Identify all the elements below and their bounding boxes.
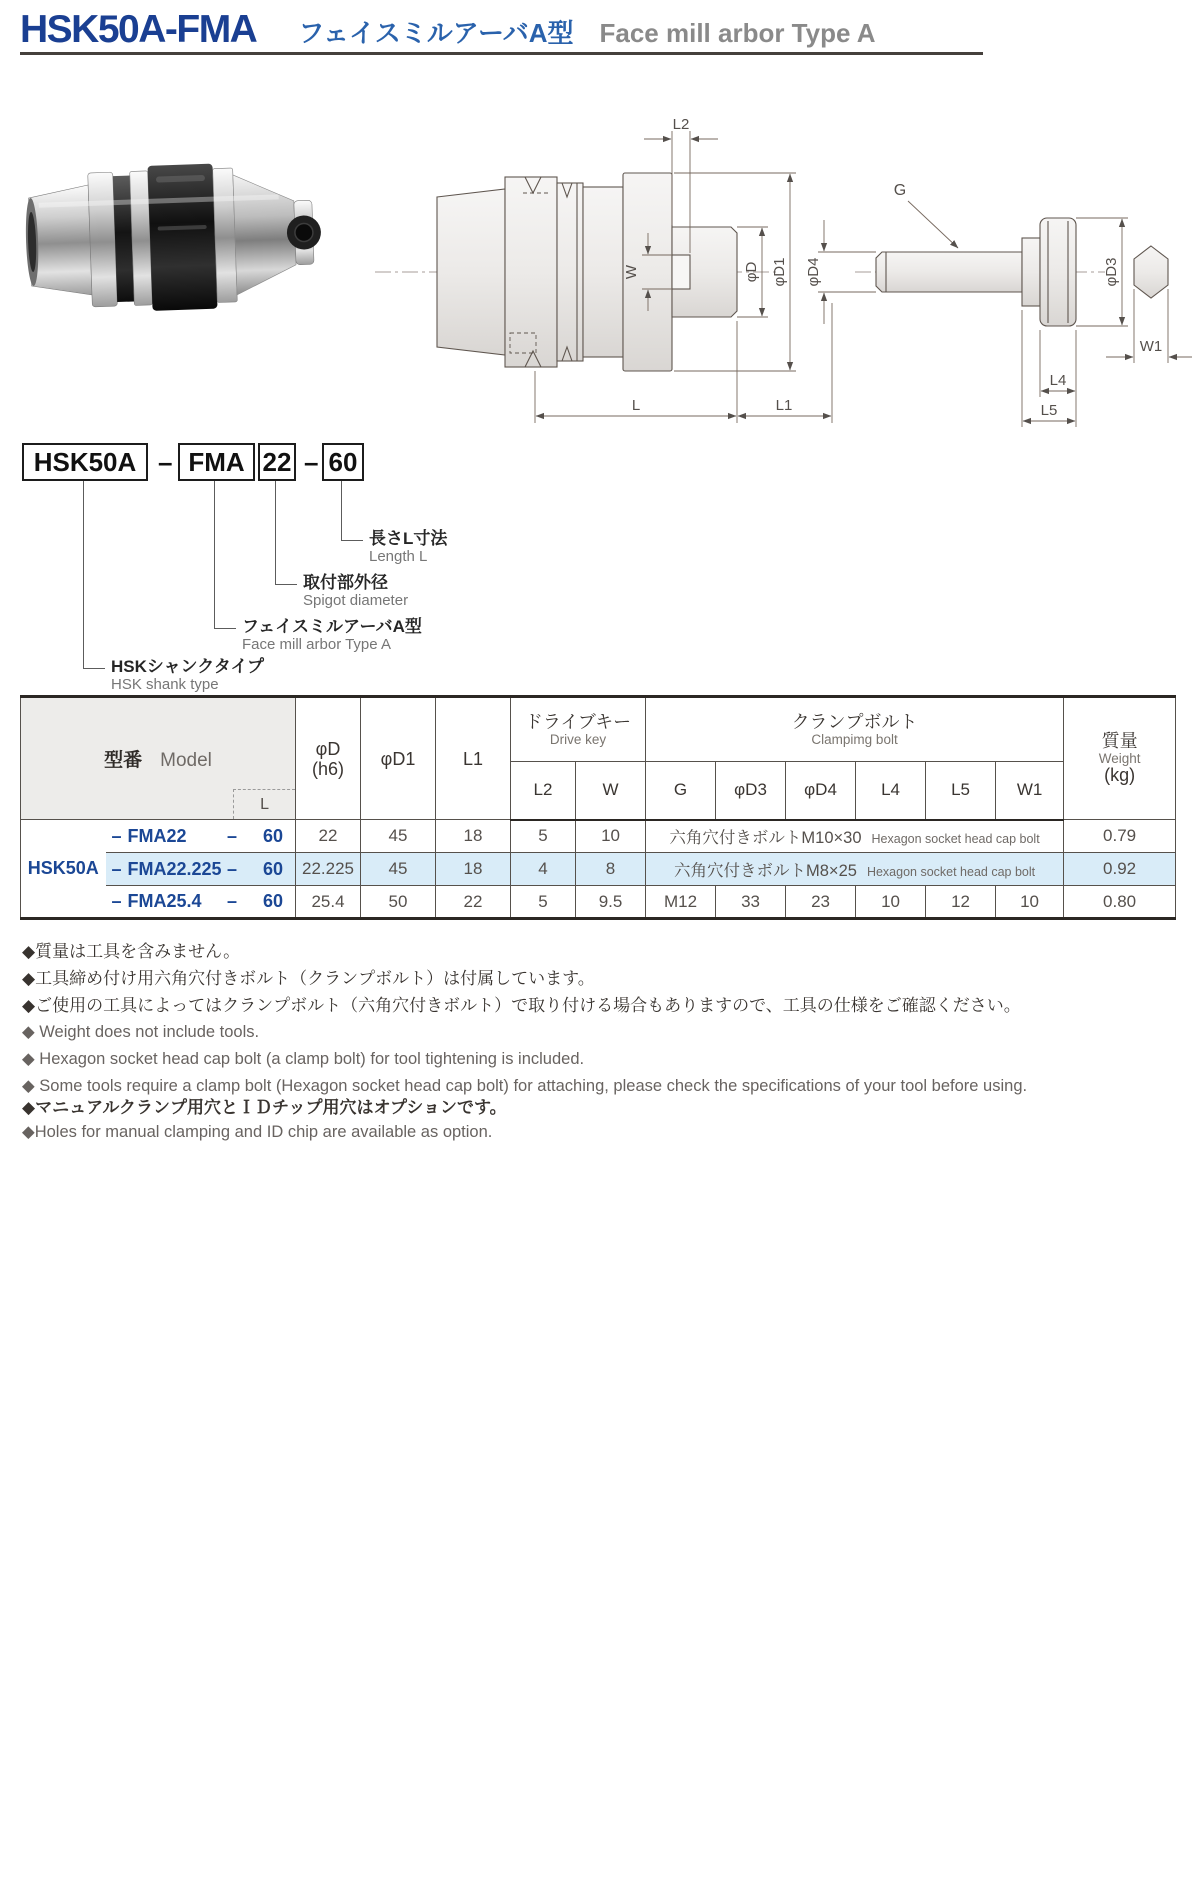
bolt-dimensions xyxy=(818,201,1192,427)
bolt-body xyxy=(876,218,1168,326)
note-option-ja: ◆マニュアルクランプ用穴とＩＤチップ用穴はオプションです。 xyxy=(22,1098,507,1117)
cell-phid4: 23 xyxy=(786,886,856,919)
cell-l1: 18 xyxy=(436,820,511,853)
dim-label-w: W xyxy=(623,264,640,280)
cell-phid: 22 xyxy=(296,820,361,853)
spec-table-wrapper xyxy=(20,695,1176,920)
cell-l2: 5 xyxy=(511,886,576,919)
cell-l1: 18 xyxy=(436,853,511,886)
model-cell: – FMA25.4 – 60 xyxy=(106,886,296,919)
dim-label-phid: φD xyxy=(743,261,760,283)
col-header-weight: 質量 Weight (kg) xyxy=(1064,697,1176,820)
product-photo xyxy=(20,140,330,335)
dim-label-l5: L5 xyxy=(1040,402,1058,419)
col-header-l5: L5 xyxy=(926,762,996,820)
table-row xyxy=(21,886,1176,919)
cell-phid: 25.4 xyxy=(296,886,361,919)
callout-line-length xyxy=(341,481,363,541)
cell-w1: 10 xyxy=(996,886,1064,919)
cell-w: 8 xyxy=(576,853,646,886)
cell-weight: 0.92 xyxy=(1064,853,1176,886)
header-divider xyxy=(20,52,983,55)
code-box-type: FMA xyxy=(178,443,255,481)
col-header-model: 型番 Model L xyxy=(21,697,296,820)
dim-label-phid3: φD3 xyxy=(1103,257,1120,287)
cell-l1: 22 xyxy=(436,886,511,919)
callout-line-shank xyxy=(83,481,105,669)
col-header-g: G xyxy=(646,762,716,820)
page-header xyxy=(20,8,1180,52)
arbor-body xyxy=(437,173,737,371)
col-header-phid4: φD4 xyxy=(786,762,856,820)
code-dash-1: – xyxy=(158,446,173,477)
cell-l4: 10 xyxy=(856,886,926,919)
col-header-w: W xyxy=(576,762,646,820)
spec-table xyxy=(20,695,1176,920)
cell-l5: 12 xyxy=(926,886,996,919)
model-cell: – FMA22.225 – 60 xyxy=(106,853,296,886)
dim-label-phid1: φD1 xyxy=(771,257,788,287)
footnotes xyxy=(22,938,1182,1100)
dim-label-l4: L4 xyxy=(1049,372,1067,389)
note-option-en: ◆Holes for manual clamping and ID chip are available as option. xyxy=(22,1123,493,1141)
callout-label-type: フェイスミルアーバA型 Face mill arbor Type A xyxy=(242,617,422,653)
col-header-l2: L2 xyxy=(511,762,576,820)
product-title-english: Face mill arbor Type A xyxy=(599,18,876,48)
code-dash-2: – xyxy=(304,446,319,477)
code-box-spigot: 22 xyxy=(258,443,296,481)
cell-phid1: 45 xyxy=(361,820,436,853)
dim-label-l1: L1 xyxy=(775,397,793,414)
col-header-l4: L4 xyxy=(856,762,926,820)
product-title-japanese: フェイスミルアーバA型 xyxy=(298,18,574,48)
callout-line-type xyxy=(214,481,236,629)
cell-phid1: 50 xyxy=(361,886,436,919)
model-length-marker: L xyxy=(233,789,295,819)
code-box-shank: HSK50A xyxy=(22,443,148,481)
col-header-phid3: φD3 xyxy=(716,762,786,820)
dim-label-l: L xyxy=(631,397,641,414)
col-header-phid: φD (h6) xyxy=(296,697,361,820)
table-row xyxy=(21,820,1176,853)
footnotes-options xyxy=(22,1096,1182,1144)
model-number-breakdown xyxy=(20,443,1170,693)
tool-holder-image xyxy=(24,160,324,315)
cell-phid1: 45 xyxy=(361,853,436,886)
note-ja: ◆ご使用の工具によってはクランプボルト（六角穴付きボルト）で取り付ける場合もありますので、工具の仕様をご確認ください。 xyxy=(22,996,1021,1015)
clamp-bolt-drawing xyxy=(760,85,1194,430)
cell-bolt-spec: 六角穴付きボルトM8×25 Hexagon socket head cap bolt xyxy=(646,853,1064,886)
col-header-l1: L1 xyxy=(436,697,511,820)
cell-weight: 0.80 xyxy=(1064,886,1176,919)
note-en: ◆ Some tools require a clamp bolt (Hexagon socket head cap bolt) for attaching, please check the specifications of your tool before using. xyxy=(22,1077,1028,1095)
cell-phid: 22.225 xyxy=(296,853,361,886)
callout-label-shank: HSKシャンクタイプ HSK shank type xyxy=(111,657,265,693)
dim-label-w1: W1 xyxy=(1139,338,1163,355)
col-header-w1: W1 xyxy=(996,762,1064,820)
product-code: HSK50A-FMA xyxy=(20,8,257,51)
cell-phid3: 33 xyxy=(716,886,786,919)
col-header-drive-key: ドライブキー Drive key xyxy=(511,697,646,762)
dim-label-phid4: φD4 xyxy=(805,257,822,287)
note-ja: ◆質量は工具を含みません。 xyxy=(22,942,241,961)
callout-label-spigot: 取付部外径 Spigot diameter xyxy=(303,573,409,609)
code-box-length: 60 xyxy=(322,443,364,481)
cell-l2: 4 xyxy=(511,853,576,886)
series-cell: HSK50A xyxy=(21,820,106,919)
note-ja: ◆工具締め付け用六角穴付きボルト（クランプボルト）は付属しています。 xyxy=(22,969,595,988)
col-header-phid1: φD1 xyxy=(361,697,436,820)
note-en: ◆ Weight does not include tools. xyxy=(22,1023,260,1041)
callout-line-spigot xyxy=(275,481,297,585)
dim-label-l2: L2 xyxy=(672,116,690,133)
cell-g: M12 xyxy=(646,886,716,919)
col-header-clamping-bolt: クランプボルト Clampimg bolt xyxy=(646,697,1064,762)
table-row xyxy=(21,853,1176,886)
model-cell: – FMA22 – 60 xyxy=(106,820,296,853)
cell-w: 10 xyxy=(576,820,646,853)
cell-w: 9.5 xyxy=(576,886,646,919)
callout-label-length: 長さL寸法 Length L xyxy=(369,529,448,565)
dim-label-g: G xyxy=(893,182,907,199)
cell-bolt-spec: 六角穴付きボルトM10×30 Hexagon socket head cap bolt xyxy=(646,820,1064,853)
cell-l2: 5 xyxy=(511,820,576,853)
cell-weight: 0.79 xyxy=(1064,820,1176,853)
note-en: ◆ Hexagon socket head cap bolt (a clamp bolt) for tool tightening is included. xyxy=(22,1050,585,1068)
